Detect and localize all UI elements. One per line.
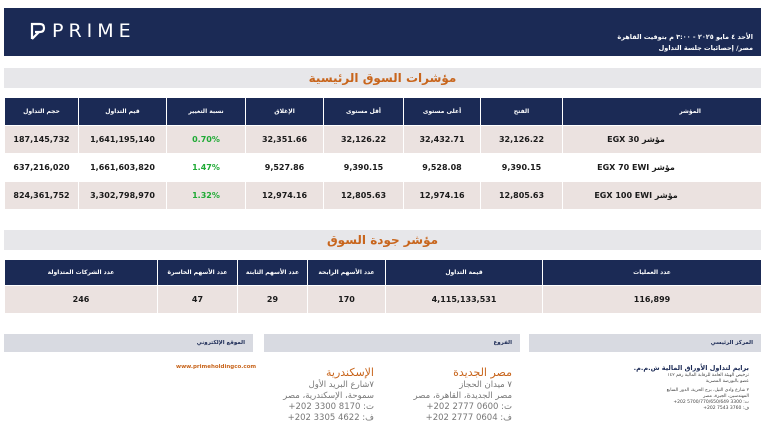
col-header-unchanged: عدد الأسهم الثابتة	[238, 260, 308, 286]
cell-index-name: مؤشر EGX 70 EWI	[563, 154, 762, 182]
cell-losers: 47	[158, 286, 238, 314]
cell-value: 1,641,195,140	[79, 126, 167, 154]
table-row	[5, 154, 762, 182]
market-quality-table	[4, 259, 762, 314]
table-row	[5, 182, 762, 210]
col-header-close: الإغلاق	[246, 98, 324, 126]
report-header	[4, 8, 761, 56]
hq-bar	[529, 334, 761, 352]
branch-address-1: ٧ ميدان الحجاز	[459, 380, 512, 390]
cell-close: 9,527.86	[246, 154, 324, 182]
cell-value: 1,661,603,820	[79, 154, 167, 182]
head-office-info	[634, 364, 749, 412]
cell-traded-companies: 246	[5, 286, 158, 314]
website-bar	[4, 334, 253, 352]
cell-high: 9,528.08	[404, 154, 481, 182]
cell-volume: 637,216,020	[5, 154, 79, 182]
cell-index-name: مؤشر EGX 30	[563, 126, 762, 154]
col-header-transactions: عدد العمليات	[543, 260, 762, 286]
branch-name: مصر الجديدة	[453, 366, 512, 379]
branch-fax: ف: 4622 3305 202+	[287, 413, 374, 423]
branch-alexandria	[262, 365, 374, 424]
cell-low: 32,126.22	[324, 126, 404, 154]
cell-high: 12,974.16	[404, 182, 481, 210]
company-name: برايم لتداول الأوراق المالية ش.م.م.	[633, 364, 749, 372]
table-row	[5, 286, 762, 314]
cell-change: 1.32%	[167, 182, 246, 210]
col-header-traded-companies: عدد الشركات المتداولة	[5, 260, 158, 286]
branch-heliopolis	[398, 365, 512, 424]
cell-volume: 187,145,732	[5, 126, 79, 154]
cell-change: 1.47%	[167, 154, 246, 182]
col-header-losers: عدد الأسهم الخاسرة	[158, 260, 238, 286]
cell-value: 3,302,798,970	[79, 182, 167, 210]
brand-name: PRIME	[52, 20, 136, 42]
col-header-open: الفتح	[481, 98, 563, 126]
license-line-1: ترخيص الهيئة العامة للرقابة المالية رقم ١٤٢	[667, 373, 749, 378]
cell-gainers: 170	[308, 286, 386, 314]
branches-label: الفروع	[493, 340, 512, 346]
indices-table	[4, 97, 762, 210]
cell-low: 9,390.15	[324, 154, 404, 182]
col-header-low: أقل مستوى	[324, 98, 404, 126]
cell-index-name: مؤشر EGX 100 EWI	[563, 182, 762, 210]
hq-address-2: المهندسين، الجيزة، مصر	[703, 394, 749, 399]
hq-tel: ت: 3300 5700/770/650/649 202+	[673, 400, 749, 405]
branch-tel: ت: 0600 2777 202+	[426, 402, 512, 412]
branches-bar	[264, 334, 520, 352]
indices-header-row	[5, 98, 762, 126]
branch-address-2: مصر الجديدة، القاهرة، مصر	[413, 391, 512, 401]
cell-high: 32,432.71	[404, 126, 481, 154]
cell-volume: 824,361,752	[5, 182, 79, 210]
license-line-2: عضو بالبورصة المصرية	[705, 379, 749, 384]
hq-address-1: ٢ شارع وادي النيل، برج الحرية، الدور السابع	[666, 388, 749, 393]
col-header-high: أعلى مستوى	[404, 98, 481, 126]
cell-low: 12,805.63	[324, 182, 404, 210]
col-header-traded-value: قيمة التداول	[386, 260, 543, 286]
col-header-volume: حجم التداول	[5, 98, 79, 126]
quality-section-title: مؤشر جودة السوق	[4, 230, 761, 250]
cell-open: 32,126.22	[481, 126, 563, 154]
report-datetime: الأحد ٤ مايو ٢٠٢٥ - ٣:٠٠ م بتوقيت القاهرة	[617, 33, 753, 41]
branch-address-1: ٧شارع البريد الأول	[308, 380, 374, 390]
report-subtitle: مصر/ إحصائيات جلسة التداول	[658, 44, 753, 52]
branch-tel: ت: 8170 3300 202+	[288, 402, 374, 412]
prime-logo-icon	[30, 22, 46, 40]
branch-address-2: سموحة، الإسكندرية، مصر	[283, 391, 374, 401]
col-header-gainers: عدد الأسهم الرابحة	[308, 260, 386, 286]
hq-label: المركز الرئيسي	[710, 340, 753, 346]
indices-section-title: مؤشرات السوق الرئيسية	[4, 68, 761, 88]
table-row	[5, 126, 762, 154]
branch-name: الإسكندرية	[326, 366, 374, 379]
cell-transactions: 116,899	[543, 286, 762, 314]
cell-change: 0.70%	[167, 126, 246, 154]
cell-open: 12,805.63	[481, 182, 563, 210]
branch-fax: ف: 0604 2777 202+	[425, 413, 512, 423]
cell-close: 12,974.16	[246, 182, 324, 210]
website-link[interactable]: www.primeholdingco.com	[176, 364, 257, 370]
cell-unchanged: 29	[238, 286, 308, 314]
cell-open: 9,390.15	[481, 154, 563, 182]
col-header-value: قيم التداول	[79, 98, 167, 126]
col-header-index: المؤشر	[563, 98, 762, 126]
col-header-change: نسبة التغيير	[167, 98, 246, 126]
hq-fax: ف: 3760 7543 202+	[703, 406, 749, 411]
quality-header-row	[5, 260, 762, 286]
prime-logo	[30, 21, 136, 41]
cell-close: 32,351.66	[246, 126, 324, 154]
website-label: الموقع الإلكتروني	[196, 340, 245, 346]
cell-traded-value: 4,115,133,531	[386, 286, 543, 314]
header-info	[617, 32, 753, 54]
